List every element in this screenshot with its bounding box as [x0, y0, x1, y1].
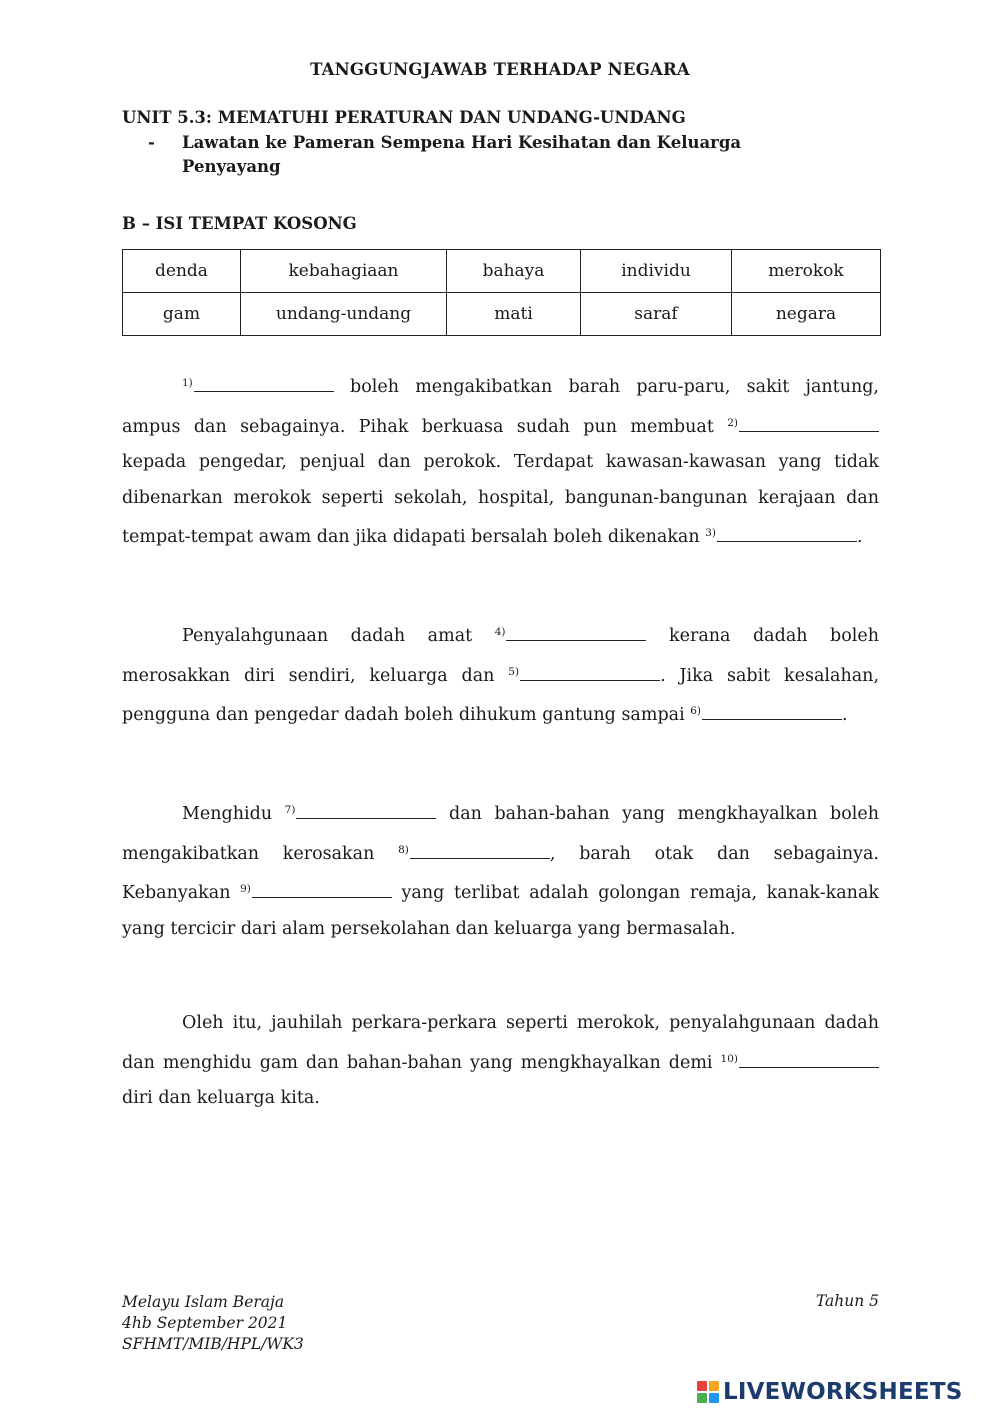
word-bank-cell: gam	[123, 293, 241, 336]
logo-square	[709, 1393, 719, 1403]
blank-number: 10)	[720, 1052, 738, 1065]
page-title: TANGGUNGJAWAB TERHADAP NEGARA	[310, 60, 690, 79]
answer-blank-8[interactable]	[410, 841, 550, 859]
paragraph-text: kepada pengedar, penjual dan perokok. Terdapat kawasan-kawasan yang tidak dibenarkan merokok seperti sekolah, hospital, bangunan-bangunan kerajaan dan tempat-tempat awam dan jika didapati bersalah boleh dikenakan	[122, 452, 879, 547]
paragraph-text: , barah otak dan sebagainya. Kebanyakan	[122, 843, 879, 903]
footer-code: SFHMT/MIB/HPL/WK3	[122, 1335, 304, 1353]
blank-number: 8)	[398, 843, 409, 856]
blank-number: 1)	[182, 377, 193, 389]
footer-date: 4hb September 2021	[122, 1314, 288, 1332]
paragraph-2	[122, 615, 879, 734]
footer-grade: Tahun 5	[815, 1292, 879, 1310]
answer-blank-9[interactable]	[252, 880, 392, 898]
logo-square	[709, 1381, 719, 1391]
liveworksheets-logo-icon	[697, 1381, 719, 1403]
footer-subject: Melayu Islam Beraja	[122, 1293, 285, 1311]
word-bank-table	[122, 249, 881, 336]
logo-square	[697, 1381, 707, 1391]
paragraph-text: diri dan keluarga kita.	[122, 1088, 320, 1108]
paragraph-4	[122, 1006, 879, 1117]
word-bank-row	[123, 250, 881, 293]
paragraph-text: .	[842, 705, 848, 725]
paragraph-text: kerana dadah boleh merosakkan diri sendiri, keluarga dan	[122, 626, 879, 686]
blank-number: 7)	[284, 804, 296, 816]
answer-blank-5[interactable]	[520, 663, 660, 681]
answer-blank-2[interactable]	[739, 414, 879, 432]
footer-info	[122, 1292, 304, 1355]
paragraph-text: Menghidu	[182, 804, 285, 824]
list-dash: -	[148, 133, 155, 152]
answer-blank-6[interactable]	[702, 702, 842, 720]
blank-number: 3)	[705, 527, 716, 539]
word-bank-cell: mati	[447, 293, 581, 336]
word-bank-cell: undang-undang	[241, 293, 447, 336]
blank-number: 9)	[240, 883, 251, 895]
brand-name: LIVEWORKSHEETS	[723, 1379, 963, 1405]
paragraph-1	[122, 366, 879, 556]
section-title: B – ISI TEMPAT KOSONG	[122, 214, 357, 233]
word-bank-cell: negara	[732, 293, 881, 336]
paragraph-3	[122, 793, 879, 947]
answer-blank-1[interactable]	[194, 374, 334, 392]
word-bank-cell: saraf	[581, 293, 732, 336]
paragraph-text: dan bahan-bahan yang mengkhayalkan boleh mengakibatkan kerosakan	[122, 804, 879, 864]
answer-blank-4[interactable]	[506, 623, 646, 641]
blank-number: 2)	[727, 416, 738, 429]
unit-title: UNIT 5.3: MEMATUHI PERATURAN DAN UNDANG-UNDANG	[122, 108, 686, 127]
word-bank-cell: kebahagiaan	[241, 250, 447, 293]
paragraph-text: Penyalahgunaan dadah amat	[182, 626, 495, 646]
paragraph-text: boleh mengakibatkan barah paru-paru, sakit jantung, ampus dan sebagainya. Pihak berkuasa sudah pun membuat	[122, 377, 879, 437]
blank-number: 4)	[494, 626, 506, 638]
answer-blank-7[interactable]	[296, 801, 436, 819]
word-bank-cell: individu	[581, 250, 732, 293]
word-bank-cell: denda	[123, 250, 241, 293]
liveworksheets-brand[interactable]	[697, 1378, 962, 1406]
paragraph-text: Oleh itu, jauhilah perkara-perkara seperti merokok, penyalahgunaan dadah dan menghidu gam dan bahan-bahan yang mengkhayalkan demi	[122, 1013, 879, 1073]
answer-blank-3[interactable]	[717, 524, 857, 542]
blank-number: 5)	[508, 665, 520, 678]
blank-number: 6)	[690, 705, 702, 717]
paragraph-text: yang terlibat adalah golongan remaja, kanak-kanak yang tercicir dari alam persekolahan dan keluarga yang bermasalah.	[122, 883, 879, 939]
logo-square	[697, 1393, 707, 1403]
unit-sub-item-text: Lawatan ke Pameran Sempena Hari Kesihatan dan Keluarga Penyayang	[182, 133, 742, 176]
word-bank-cell: bahaya	[447, 250, 581, 293]
paragraph-text: . Jika sabit kesalahan, pengguna dan pengedar dadah boleh dihukum gantung sampai	[122, 665, 880, 725]
paragraph-text: .	[856, 527, 863, 547]
word-bank-row	[123, 293, 881, 336]
answer-blank-10[interactable]	[739, 1050, 879, 1068]
word-bank-cell: merokok	[732, 250, 881, 293]
